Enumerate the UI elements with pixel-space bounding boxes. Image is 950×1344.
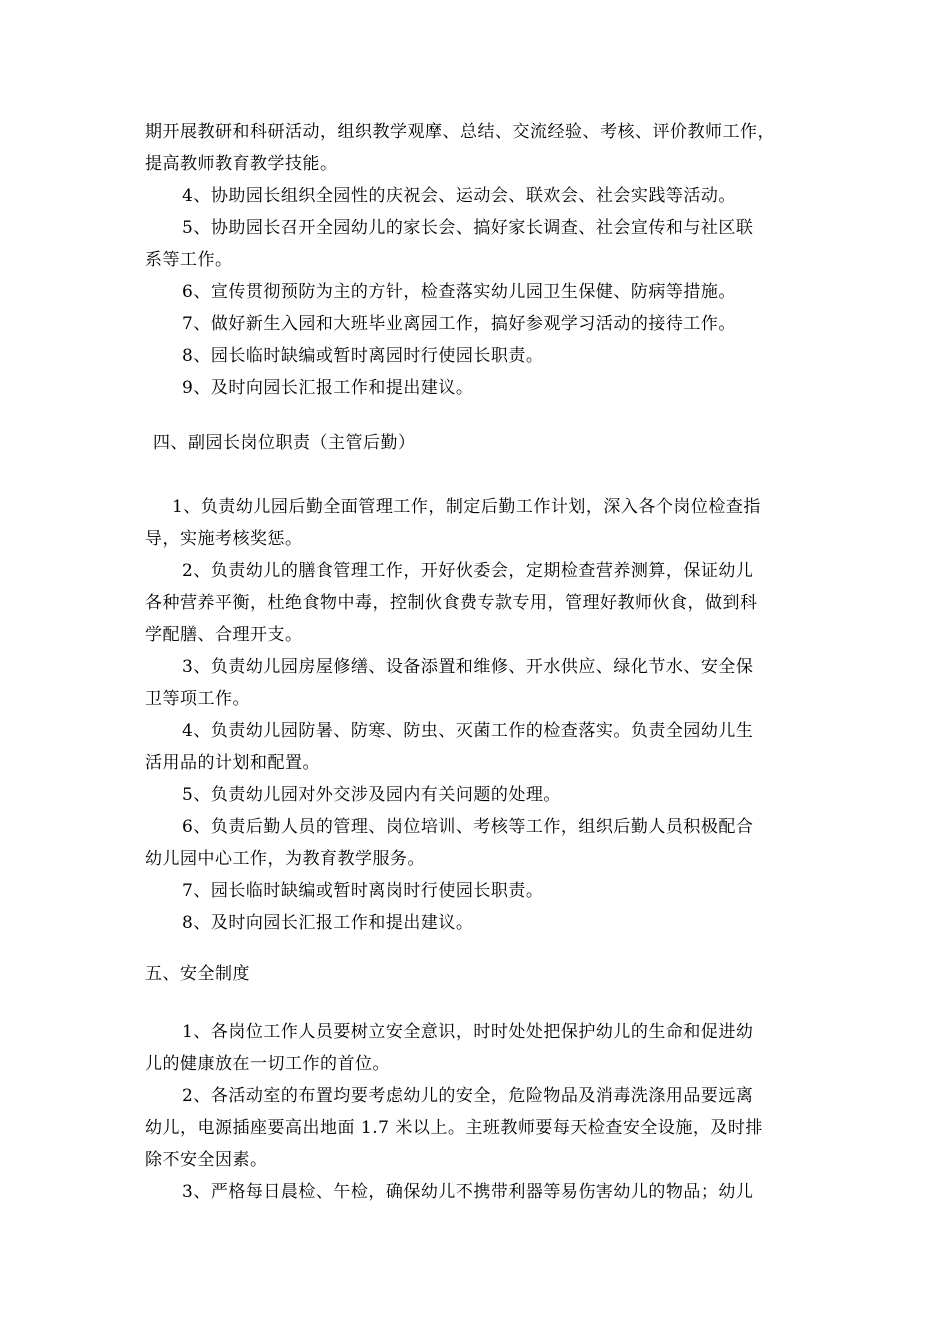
paragraph-line: 学配膳、合理开支。: [145, 625, 303, 645]
section-3-continued: [145, 116, 810, 404]
section-5: [145, 958, 810, 990]
section-heading: 四、副园长岗位职责（主管后勤）: [153, 433, 416, 453]
paragraph-line: 卫等项工作。: [145, 689, 250, 709]
paragraph-line: 7、园长临时缺编或暂时离岗时行使园长职责。: [182, 881, 544, 901]
paragraph-line: 各种营养平衡，杜绝食物中毒，控制伙食费专款专用，管理好教师伙食，做到科: [145, 593, 758, 613]
section-4: [145, 427, 810, 459]
section-4-body: [145, 491, 810, 939]
paragraph-line: 幼儿，电源插座要高出地面 1.7 米以上。主班教师要每天检查安全设施，及时排: [145, 1118, 763, 1138]
paragraph-line: 5、协助园长召开全园幼儿的家长会、搞好家长调查、社会宣传和与社区联: [182, 218, 754, 238]
paragraph-line: 除不安全因素。: [145, 1150, 268, 1170]
paragraph-line: 6、宣传贯彻预防为主的方针，检查落实幼儿园卫生保健、防病等措施。: [182, 282, 736, 302]
paragraph-line: 9、及时向园长汇报工作和提出建议。: [182, 378, 474, 398]
paragraph-line: 7、做好新生入园和大班毕业离园工作，搞好参观学习活动的接待工作。: [182, 314, 736, 334]
paragraph-line: 期开展教研和科研活动，组织教学观摩、总结、交流经验、考核、评价教师工作，: [145, 122, 775, 142]
paragraph-line: 幼儿园中心工作，为教育教学服务。: [145, 849, 425, 869]
paragraph-line: 4、协助园长组织全园性的庆祝会、运动会、联欢会、社会实践等活动。: [182, 186, 736, 206]
paragraph-line: 3、严格每日晨检、午检，确保幼儿不携带利器等易伤害幼儿的物品；幼儿: [182, 1182, 754, 1202]
paragraph-line: 系等工作。: [145, 250, 233, 270]
paragraph-line: 4、负责幼儿园防暑、防寒、防虫、灭菌工作的检查落实。负责全园幼儿生: [182, 721, 754, 741]
paragraph-line: 2、各活动室的布置均要考虑幼儿的安全，危险物品及消毒洗涤用品要远离: [182, 1086, 754, 1106]
paragraph-line: 3、负责幼儿园房屋修缮、设备添置和维修、开水供应、绿化节水、安全保: [182, 657, 754, 677]
paragraph-line: 活用品的计划和配置。: [145, 753, 320, 773]
paragraph-line: 提高教师教育教学技能。: [145, 154, 338, 174]
paragraph-line: 2、负责幼儿的膳食管理工作，开好伙委会，定期检查营养测算，保证幼儿: [182, 561, 754, 581]
section-5-body: [145, 1016, 810, 1208]
paragraph-line: 5、负责幼儿园对外交涉及园内有关问题的处理。: [182, 785, 561, 805]
paragraph-line: 8、园长临时缺编或暂时离园时行使园长职责。: [182, 346, 544, 366]
section-heading: 五、安全制度: [145, 964, 250, 984]
paragraph-line: 1、各岗位工作人员要树立安全意识，时时处处把保护幼儿的生命和促进幼: [182, 1022, 754, 1042]
paragraph-line: 儿的健康放在一切工作的首位。: [145, 1054, 390, 1074]
paragraph-line: 6、负责后勤人员的管理、岗位培训、考核等工作，组织后勤人员积极配合: [182, 817, 754, 837]
paragraph-line: 1、负责幼儿园后勤全面管理工作，制定后勤工作计划，深入各个岗位检查指: [172, 497, 761, 517]
paragraph-line: 8、及时向园长汇报工作和提出建议。: [182, 913, 474, 933]
paragraph-line: 导，实施考核奖惩。: [145, 529, 303, 549]
